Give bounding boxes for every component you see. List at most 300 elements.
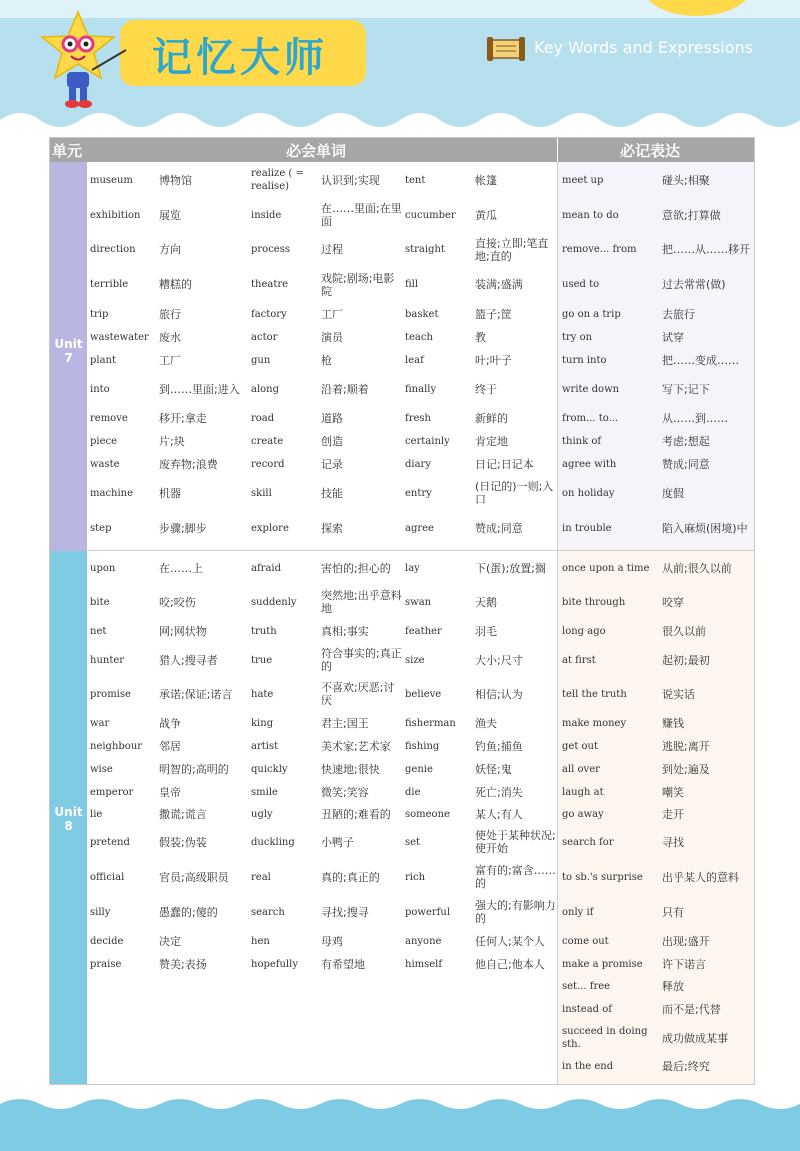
word-english: machine	[90, 487, 134, 499]
word-english: realize ( = realise)	[251, 168, 304, 192]
expression-row	[558, 348, 754, 372]
word-meaning: 在……里面;在里面	[321, 202, 402, 228]
word-english: true	[251, 654, 273, 666]
word-english: ugly	[251, 808, 273, 820]
word-meaning: 母鸡	[321, 934, 343, 948]
word-english: theatre	[251, 279, 289, 290]
expression-meaning: 释放	[662, 979, 684, 993]
word-english: trip	[90, 308, 109, 320]
table-row	[87, 430, 557, 452]
expression-english: only if	[562, 906, 594, 918]
word-meaning: 某人;有人	[475, 807, 523, 821]
word-meaning: 演员	[321, 330, 343, 344]
expression-english: at first	[562, 654, 596, 666]
expression-meaning: 很久以前	[662, 624, 706, 638]
expression-meaning: 最后;终究	[662, 1059, 710, 1073]
word-english: actor	[251, 331, 278, 343]
word-meaning: 新鲜的	[475, 411, 508, 425]
word-meaning: 战争	[159, 716, 181, 730]
table-row	[87, 619, 557, 643]
word-english: factory	[251, 308, 287, 320]
word-meaning: 有希望地	[321, 957, 365, 971]
word-meaning: 步骤;脚步	[159, 521, 207, 535]
table-row	[87, 510, 557, 546]
expression-row	[558, 711, 754, 735]
expression-english: set... free	[562, 980, 611, 992]
expression-english: succeed in doing sth.	[562, 1026, 648, 1050]
word-english: net	[90, 625, 107, 637]
expression-meaning: 考虑;想起	[662, 434, 710, 448]
word-meaning: 突然地;出乎意料地	[321, 589, 402, 615]
word-english: process	[251, 244, 290, 255]
unit-label: Unit	[54, 337, 83, 351]
table-row	[87, 267, 557, 302]
word-meaning: 帐篷	[475, 173, 497, 187]
header-words: 必会单词	[286, 142, 347, 160]
word-english: hunter	[90, 654, 125, 666]
expression-english: from... to...	[562, 412, 619, 424]
word-english: search	[251, 906, 285, 918]
word-meaning: 下(蛋);放置;搁	[475, 561, 546, 575]
expression-row	[558, 859, 754, 895]
word-meaning: 篮子;筐	[475, 307, 512, 321]
word-english: gun	[251, 354, 271, 366]
expression-meaning: 到处;遍及	[662, 762, 710, 776]
word-english: certainly	[405, 435, 450, 447]
word-english: skill	[251, 487, 272, 499]
unit-number: 7	[64, 351, 73, 365]
word-meaning: 大小;尺寸	[475, 653, 523, 667]
word-english: set	[405, 836, 421, 848]
expression-meaning: 意欲;打算做	[662, 208, 721, 222]
expression-row	[558, 302, 754, 326]
expression-meaning: 度假	[662, 486, 684, 500]
word-meaning: (日记的)一则;入口	[475, 480, 554, 506]
expression-row	[558, 781, 754, 803]
word-meaning: 展览	[159, 208, 181, 222]
table-row	[87, 452, 557, 476]
word-meaning: 终于	[475, 382, 497, 396]
word-meaning: 探索	[321, 521, 343, 535]
expression-meaning: 逃脱;离开	[662, 739, 710, 753]
expression-row	[558, 825, 754, 859]
word-meaning: 工厂	[321, 307, 343, 321]
word-english: direction	[90, 244, 136, 255]
expression-row	[558, 735, 754, 757]
word-meaning: 美术家;艺术家	[321, 739, 391, 753]
page-subtitle: Key Words and Expressions	[534, 38, 754, 57]
word-meaning: 官员;高级职员	[159, 870, 229, 884]
word-english: smile	[251, 786, 278, 798]
word-english: fishing	[405, 740, 440, 752]
expression-row	[558, 551, 754, 585]
expression-meaning: 许下诺言	[662, 957, 706, 971]
expression-row	[558, 677, 754, 711]
word-english: wastewater	[90, 331, 149, 343]
table-row	[87, 803, 557, 825]
word-meaning: 废水	[159, 330, 181, 344]
word-english: hopefully	[251, 958, 298, 970]
word-english: himself	[405, 958, 443, 970]
word-meaning: 羽毛	[475, 624, 497, 638]
expression-english: instead of	[562, 1003, 612, 1015]
table-row	[87, 735, 557, 757]
word-meaning: 君主;国王	[321, 716, 369, 730]
expression-english: used to	[562, 279, 600, 290]
expression-meaning: 试穿	[662, 330, 684, 344]
expression-row	[558, 510, 754, 546]
word-english: basket	[405, 308, 439, 320]
word-english: neighbour	[90, 740, 143, 752]
table-row	[87, 162, 557, 198]
expression-row	[558, 757, 754, 781]
expression-meaning: 说实话	[662, 687, 695, 701]
table-row	[87, 781, 557, 803]
word-english: diary	[405, 458, 431, 470]
expression-meaning: 而不是;代替	[662, 1002, 721, 1016]
word-meaning: 决定	[159, 934, 181, 948]
expression-meaning: 起初;最初	[662, 653, 710, 667]
word-english: die	[405, 786, 421, 798]
word-meaning: 真的;真正的	[321, 870, 380, 884]
word-english: bite	[90, 596, 110, 608]
expression-english: laugh at	[562, 786, 604, 798]
expression-english: once upon a time	[562, 562, 650, 574]
expression-meaning: 成功做成某事	[662, 1031, 728, 1045]
word-meaning: 承诺;保证;诺言	[159, 687, 233, 701]
word-english: plant	[90, 354, 117, 366]
word-english: lay	[405, 562, 420, 574]
expression-meaning: 把……从……移开	[662, 243, 750, 256]
expression-row	[558, 430, 754, 452]
word-english: piece	[90, 435, 118, 447]
word-meaning: 任何人;某个人	[475, 934, 545, 948]
word-english: duckling	[251, 836, 295, 848]
word-meaning: 死亡;消失	[475, 785, 523, 799]
expression-english: to sb.'s surprise	[562, 871, 643, 883]
word-meaning: 博物馆	[159, 173, 192, 187]
word-meaning: 愚蠢的;傻的	[159, 905, 218, 919]
expression-row	[558, 372, 754, 406]
word-meaning: 微笑;笑容	[321, 785, 369, 799]
header-divider	[557, 138, 558, 162]
expression-row	[558, 476, 754, 510]
table-row	[87, 232, 557, 267]
word-english: teach	[405, 331, 433, 343]
word-english: record	[251, 458, 285, 470]
word-english: real	[251, 871, 271, 883]
word-english: afraid	[251, 562, 282, 574]
word-english: powerful	[405, 906, 451, 918]
expression-row	[558, 232, 754, 267]
expression-english: go away	[562, 808, 604, 820]
expression-english: tell the truth	[562, 688, 627, 700]
expression-english: try on	[562, 331, 593, 343]
expression-english: come out	[562, 935, 609, 947]
expression-english: search for	[562, 836, 614, 848]
expression-meaning: 陷入麻烦(困境)中	[662, 521, 748, 535]
word-english: straight	[405, 244, 445, 255]
word-meaning: 技能	[321, 486, 343, 500]
expression-english: bite through	[562, 596, 626, 608]
expression-row	[558, 975, 754, 997]
table-row	[87, 326, 557, 348]
footer-band	[0, 1098, 800, 1151]
expression-english: write down	[562, 383, 620, 395]
expression-meaning: 把……变成……	[662, 353, 739, 367]
expression-row	[558, 452, 754, 476]
word-english: official	[90, 871, 125, 883]
word-meaning: 撒谎;谎言	[159, 807, 207, 821]
expression-row	[558, 162, 754, 198]
word-meaning: 废弃物;浪费	[159, 457, 218, 471]
word-meaning: 肯定地	[475, 434, 508, 448]
expression-row	[558, 198, 754, 232]
word-english: fresh	[405, 412, 431, 424]
word-english: emperor	[90, 786, 134, 798]
expression-row	[558, 997, 754, 1021]
word-english: leaf	[405, 354, 424, 366]
expression-row	[558, 585, 754, 619]
word-english: king	[251, 717, 274, 729]
word-meaning: 渔夫	[475, 716, 497, 730]
expression-meaning: 寻找	[662, 835, 684, 849]
expression-meaning: 走开	[662, 807, 684, 821]
word-meaning: 叶;叶子	[475, 353, 512, 367]
table-row	[87, 372, 557, 406]
word-meaning: 记录	[321, 457, 343, 471]
table-row	[87, 711, 557, 735]
word-meaning: 天鹅	[475, 595, 497, 609]
expression-english: all over	[562, 763, 600, 775]
expression-row	[558, 1021, 754, 1055]
expression-meaning: 赞成;同意	[662, 457, 710, 471]
table-row	[87, 643, 557, 677]
expression-row	[558, 1055, 754, 1077]
table-row	[87, 198, 557, 232]
table-row	[87, 302, 557, 326]
expression-meaning: 出乎某人的意料	[662, 870, 739, 884]
table-row	[87, 757, 557, 781]
expression-meaning: 嘲笑	[662, 785, 684, 799]
unit-band-7	[50, 162, 87, 551]
expression-meaning: 写下;记下	[662, 382, 710, 396]
word-meaning: 丑陋的;难看的	[321, 807, 391, 821]
word-meaning: 教	[475, 330, 486, 344]
word-meaning: 过程	[321, 243, 343, 256]
word-english: explore	[251, 522, 289, 534]
word-english: truth	[251, 625, 277, 637]
word-meaning: 方向	[159, 243, 181, 256]
word-english: wise	[90, 763, 113, 775]
word-english: believe	[405, 688, 442, 700]
word-meaning: 枪	[321, 353, 332, 367]
word-english: along	[251, 383, 280, 395]
table-row	[87, 895, 557, 929]
word-english: hate	[251, 688, 274, 700]
word-english: fisherman	[405, 717, 456, 729]
expression-english: make a promise	[562, 958, 643, 970]
word-meaning: 真相;事实	[321, 624, 369, 638]
word-meaning: 在……上	[159, 561, 203, 575]
expression-row	[558, 929, 754, 953]
word-meaning: 沿着;顺着	[321, 382, 369, 396]
expression-english: get out	[562, 740, 598, 752]
word-meaning: 工厂	[159, 353, 181, 367]
word-meaning: 强大的;有影响力的	[475, 899, 556, 925]
word-english: someone	[405, 808, 450, 820]
expression-english: agree with	[562, 458, 617, 470]
expression-meaning: 去旅行	[662, 307, 695, 321]
word-english: upon	[90, 562, 116, 574]
word-english: tent	[405, 174, 426, 186]
word-meaning: 赞成;同意	[475, 521, 523, 535]
word-english: road	[251, 412, 275, 424]
word-english: artist	[251, 740, 279, 752]
unit-label: Unit	[54, 805, 83, 819]
word-meaning: 网;网状物	[159, 624, 207, 638]
table-row	[87, 551, 557, 585]
word-meaning: 创造	[321, 434, 343, 448]
header-unit: 单元	[52, 142, 83, 160]
word-english: inside	[251, 209, 282, 221]
expression-row	[558, 267, 754, 302]
table-row	[87, 929, 557, 953]
word-meaning: 小鸭子	[321, 835, 354, 849]
expression-meaning: 从……到……	[662, 411, 728, 425]
table-header	[50, 138, 754, 162]
word-english: entry	[405, 487, 432, 499]
header-expressions: 必记表达	[620, 142, 681, 160]
word-meaning: 假装;伪装	[159, 835, 207, 849]
word-english: agree	[405, 522, 434, 534]
expression-meaning: 赚钱	[662, 716, 684, 730]
expression-row	[558, 619, 754, 643]
word-english: swan	[405, 596, 432, 608]
word-meaning: 邻居	[159, 739, 181, 753]
expression-english: in trouble	[562, 522, 612, 534]
word-english: feather	[405, 625, 442, 637]
word-meaning: 道路	[321, 411, 343, 425]
expression-row	[558, 643, 754, 677]
word-english: size	[405, 654, 425, 666]
expression-english: remove... from	[562, 244, 637, 255]
word-english: war	[90, 717, 110, 729]
expression-row	[558, 953, 754, 975]
word-meaning: 咬;咬伤	[159, 595, 196, 609]
expression-meaning: 从前;很久以前	[662, 561, 732, 575]
word-english: rich	[405, 871, 426, 883]
word-meaning: 符合事实的;真正的	[321, 647, 402, 673]
expression-meaning: 过去常常(做)	[662, 278, 726, 291]
word-english: create	[251, 435, 284, 447]
expression-english: meet up	[562, 174, 604, 186]
expression-english: make money	[562, 717, 627, 729]
word-english: quickly	[251, 763, 288, 775]
expression-row	[558, 803, 754, 825]
word-english: step	[90, 522, 112, 534]
word-english: pretend	[90, 836, 130, 848]
word-meaning: 认识到;实现	[321, 173, 380, 187]
star-mascot-icon	[40, 10, 130, 110]
word-meaning: 钓鱼;捕鱼	[475, 739, 523, 753]
page-title: 记忆大师	[152, 35, 328, 81]
word-meaning: 糟糕的	[159, 278, 192, 291]
word-english: terrible	[90, 279, 129, 290]
word-english: anyone	[405, 935, 442, 947]
unit-band-8	[50, 551, 87, 1084]
footer-wave	[0, 1098, 800, 1114]
word-english: fill	[405, 279, 419, 290]
word-english: genie	[405, 763, 433, 775]
table-row	[87, 348, 557, 372]
word-meaning: 移开;拿走	[159, 411, 207, 425]
word-meaning: 明智的;高明的	[159, 762, 229, 776]
word-meaning: 猎人;搜寻者	[159, 653, 218, 667]
word-english: decide	[90, 935, 124, 947]
word-english: hen	[251, 935, 270, 947]
expression-meaning: 碰头;相聚	[662, 173, 710, 187]
word-meaning: 害怕的;担心的	[321, 561, 391, 575]
word-meaning: 机器	[159, 486, 181, 500]
word-meaning: 旅行	[159, 307, 181, 321]
table-row	[87, 476, 557, 510]
word-meaning: 妖怪;鬼	[475, 762, 512, 776]
word-english: waste	[90, 458, 120, 470]
word-english: finally	[405, 383, 437, 395]
expression-meaning: 只有	[662, 905, 684, 919]
word-english: remove	[90, 412, 128, 424]
table-row	[87, 825, 557, 859]
word-meaning: 使处于某种状况;使开始	[475, 829, 556, 855]
table-row	[87, 677, 557, 711]
unit-number: 8	[64, 819, 73, 833]
word-meaning: 黄瓜	[475, 208, 497, 222]
word-english: silly	[90, 906, 111, 918]
word-meaning: 装满;盛满	[475, 278, 523, 291]
expression-english: go on a trip	[562, 308, 621, 320]
word-meaning: 直接;立即;笔直地;直的	[475, 236, 549, 263]
word-english: museum	[90, 174, 133, 186]
expression-meaning: 咬穿	[662, 595, 684, 609]
word-meaning: 不喜欢;厌恶;讨厌	[321, 681, 395, 707]
expression-english: mean to do	[562, 209, 619, 221]
table-row	[87, 406, 557, 430]
expression-english: think of	[562, 435, 602, 447]
expression-english: in the end	[562, 1060, 614, 1072]
table-row	[87, 953, 557, 975]
table-row	[87, 859, 557, 895]
word-meaning: 片;块	[159, 434, 185, 448]
table-row	[87, 585, 557, 619]
word-meaning: 富有的;富含……的	[475, 864, 556, 890]
word-meaning: 日记;日记本	[475, 457, 534, 471]
word-english: praise	[90, 958, 122, 970]
word-english: lie	[90, 808, 103, 820]
expression-row	[558, 895, 754, 929]
expression-english: turn into	[562, 354, 607, 366]
word-english: exhibition	[90, 209, 141, 221]
word-english: suddenly	[251, 596, 297, 608]
expression-meaning: 出现;盛开	[662, 934, 710, 948]
word-meaning: 赞美;表扬	[159, 957, 207, 971]
expression-english: on holiday	[562, 487, 615, 499]
word-english: into	[90, 383, 110, 395]
word-english: cucumber	[405, 209, 456, 221]
expression-row	[558, 406, 754, 430]
vocabulary-table	[49, 137, 755, 1085]
word-meaning: 他自己;他本人	[475, 957, 545, 971]
